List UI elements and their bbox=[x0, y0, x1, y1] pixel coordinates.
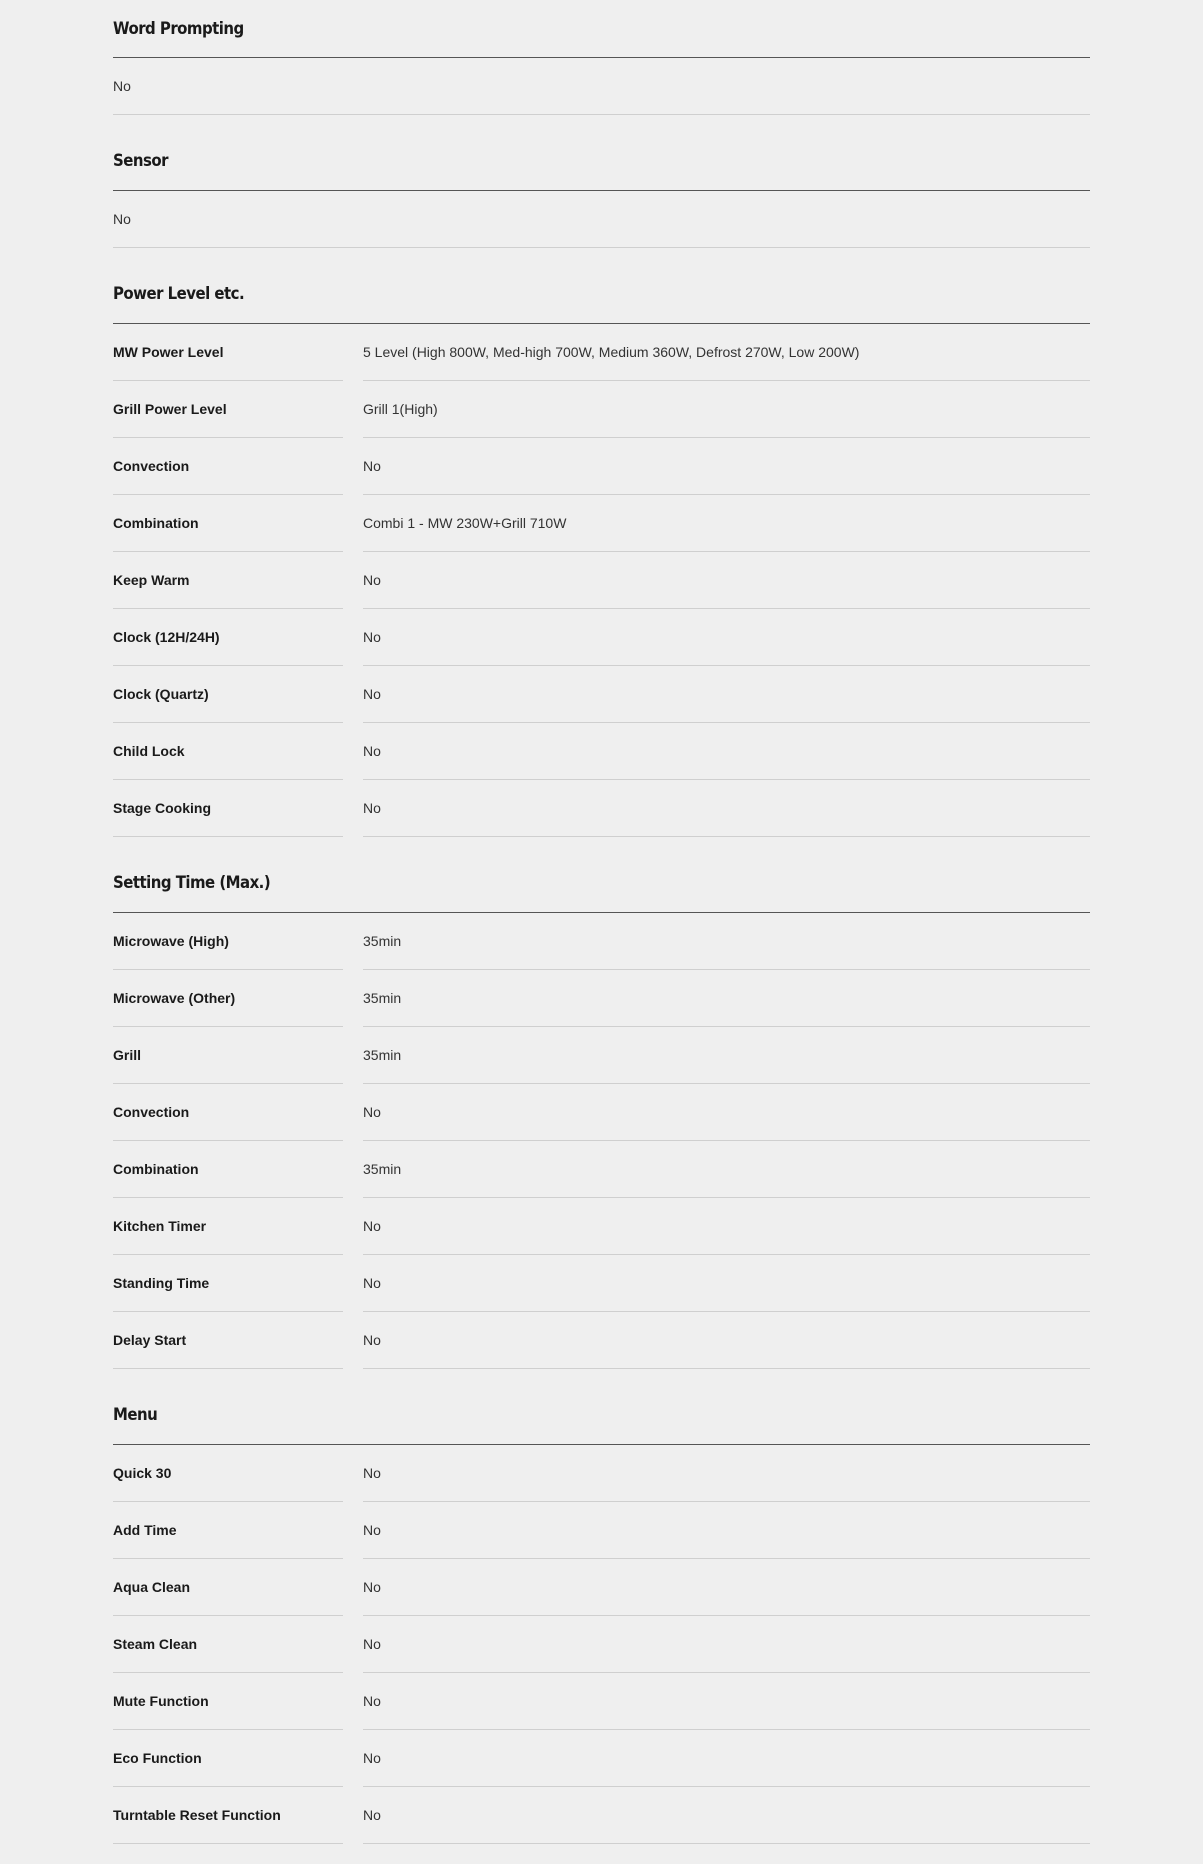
spec-row bbox=[113, 1027, 1090, 1084]
spec-label: Convection bbox=[113, 1104, 190, 1120]
divider bbox=[363, 1843, 1090, 1844]
spec-value: 35min bbox=[363, 990, 402, 1006]
section-header bbox=[113, 1369, 1090, 1445]
spec-label: Keep Warm bbox=[113, 572, 190, 588]
spec-row bbox=[113, 913, 1090, 970]
spec-value: No bbox=[363, 800, 381, 816]
section-title: Sensor bbox=[113, 151, 168, 171]
spec-label: Microwave (Other) bbox=[113, 990, 236, 1006]
spec-row bbox=[113, 970, 1090, 1027]
spec-value: No bbox=[363, 1218, 381, 1234]
spec-value: No bbox=[363, 1750, 381, 1766]
spec-row bbox=[113, 58, 1090, 115]
spec-label: Stage Cooking bbox=[113, 800, 212, 816]
spec-row bbox=[113, 1502, 1090, 1559]
spec-value: No bbox=[113, 78, 131, 94]
spec-row bbox=[113, 1787, 1090, 1844]
spec-value: No bbox=[363, 743, 381, 759]
spec-label: Child Lock bbox=[113, 743, 185, 759]
spec-row bbox=[113, 1730, 1090, 1787]
spec-label: Delay Start bbox=[113, 1332, 187, 1348]
spec-row bbox=[113, 609, 1090, 666]
spec-row bbox=[113, 495, 1090, 552]
spec-label: Clock (12H/24H) bbox=[113, 629, 220, 645]
spec-value: No bbox=[363, 629, 381, 645]
spec-value: 35min bbox=[363, 1047, 402, 1063]
section-header bbox=[113, 115, 1090, 191]
spec-value: 5 Level (High 800W, Med-high 700W, Medium 360W, Defrost 270W, Low 200W) bbox=[363, 344, 860, 360]
section-power-level bbox=[113, 248, 1090, 837]
spec-row bbox=[113, 1445, 1090, 1502]
section-title: Power Level etc. bbox=[113, 284, 245, 304]
spec-label: Turntable Reset Function bbox=[113, 1807, 281, 1823]
section-word-prompting bbox=[113, 0, 1090, 115]
spec-label: Grill Power Level bbox=[113, 401, 227, 417]
spec-row bbox=[113, 324, 1090, 381]
spec-row bbox=[113, 191, 1090, 248]
spec-label: Combination bbox=[113, 1161, 199, 1177]
spec-label: Quick 30 bbox=[113, 1465, 172, 1481]
section-title: Menu bbox=[113, 1405, 158, 1425]
spec-label: Combination bbox=[113, 515, 199, 531]
spec-label: Kitchen Timer bbox=[113, 1218, 207, 1234]
spec-row bbox=[113, 666, 1090, 723]
section-title: Setting Time (Max.) bbox=[113, 873, 271, 893]
section-header bbox=[113, 0, 1090, 58]
section-sensor bbox=[113, 115, 1090, 248]
spec-label: Mute Function bbox=[113, 1693, 209, 1709]
spec-value: No bbox=[363, 1332, 381, 1348]
section-title: Word Prompting bbox=[113, 19, 244, 39]
spec-row bbox=[113, 552, 1090, 609]
spec-value: No bbox=[363, 1465, 381, 1481]
spec-row bbox=[113, 1198, 1090, 1255]
spec-value: Grill 1(High) bbox=[363, 401, 438, 417]
section-header bbox=[113, 837, 1090, 913]
section-setting-time bbox=[113, 837, 1090, 1369]
spec-row bbox=[113, 1616, 1090, 1673]
spec-label: Steam Clean bbox=[113, 1636, 198, 1652]
section-header bbox=[113, 248, 1090, 324]
spec-row bbox=[113, 438, 1090, 495]
spec-label: Aqua Clean bbox=[113, 1579, 191, 1595]
spec-value: No bbox=[363, 1579, 381, 1595]
spec-row bbox=[113, 1141, 1090, 1198]
spec-row bbox=[113, 780, 1090, 837]
spec-sheet bbox=[113, 0, 1090, 1844]
spec-label: Add Time bbox=[113, 1522, 177, 1538]
spec-value: No bbox=[363, 1636, 381, 1652]
spec-value: 35min bbox=[363, 933, 402, 949]
spec-row bbox=[113, 1312, 1090, 1369]
spec-value: No bbox=[363, 686, 381, 702]
spec-label: Eco Function bbox=[113, 1750, 202, 1766]
spec-label: Convection bbox=[113, 458, 190, 474]
spec-value: No bbox=[363, 1807, 381, 1823]
spec-value: No bbox=[363, 1275, 381, 1291]
spec-label: Grill bbox=[113, 1047, 142, 1063]
spec-value: Combi 1 - MW 230W+Grill 710W bbox=[363, 515, 567, 531]
spec-row bbox=[113, 381, 1090, 438]
spec-label: Standing Time bbox=[113, 1275, 210, 1291]
spec-row bbox=[113, 1255, 1090, 1312]
spec-value: No bbox=[113, 211, 131, 227]
spec-value: No bbox=[363, 1104, 381, 1120]
spec-row bbox=[113, 1673, 1090, 1730]
spec-row bbox=[113, 1559, 1090, 1616]
spec-row bbox=[113, 1084, 1090, 1141]
divider bbox=[113, 1843, 343, 1844]
spec-label: Clock (Quartz) bbox=[113, 686, 209, 702]
spec-value: No bbox=[363, 1522, 381, 1538]
spec-value: No bbox=[363, 1693, 381, 1709]
spec-label: MW Power Level bbox=[113, 344, 224, 360]
spec-value: No bbox=[363, 572, 381, 588]
spec-label: Microwave (High) bbox=[113, 933, 229, 949]
spec-row bbox=[113, 723, 1090, 780]
spec-value: 35min bbox=[363, 1161, 402, 1177]
section-menu bbox=[113, 1369, 1090, 1844]
spec-value: No bbox=[363, 458, 381, 474]
